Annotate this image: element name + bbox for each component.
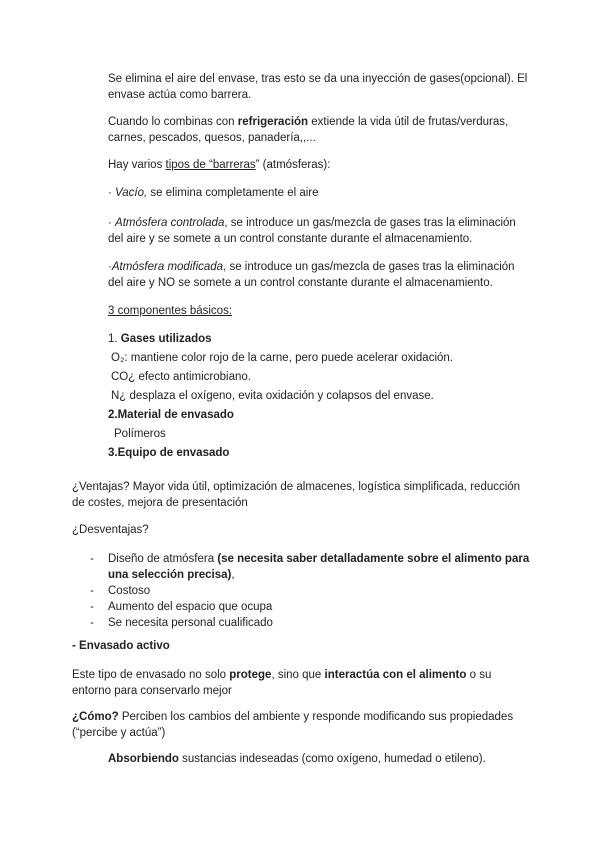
heading-gases [108, 331, 528, 347]
paragraph-ventajas: ¿Ventajas? Mayor vida útil, optimización de almacenes, logística simplificada, reducción de costes, mejora de presentación [72, 481, 521, 509]
text: Se necesita personal cualificado [108, 617, 273, 629]
text: Este tipo de envasado no solo [72, 669, 230, 681]
italic-term: Atmósfera modificada [111, 261, 224, 273]
text: o su entorno para conservarlo mejor [72, 669, 492, 697]
bold-term: Absorbiendo [108, 753, 179, 765]
number: 1. [108, 333, 121, 345]
text: Diseño de atmósfera [108, 553, 218, 565]
italic-term: Vacío, [115, 187, 148, 199]
item-atmosfera-modificada [108, 259, 528, 291]
bold-term: refrigeración [237, 116, 309, 128]
item-atmosfera-controlada [108, 215, 528, 247]
paragraph-refrigeracion [108, 114, 528, 146]
list-item [72, 615, 532, 631]
bold-term: protege [229, 669, 272, 681]
text: extiende la vida útil de frutas/verduras, carnes, pescados, quesos, panadería,,... [108, 116, 509, 144]
gas-item-co2: CO¿ efecto antimicrobiano. [111, 371, 251, 383]
paragraph-como [72, 709, 532, 741]
text: , se introduce un gas/mezcla de gases tras la eliminación del aire y se somete a un control constante durante el almacenamiento. [108, 217, 516, 245]
dash: - [90, 617, 94, 629]
text: Perciben los cambios del ambiente y responde modificando sus propiedades (“percibe y actúa”) [72, 711, 514, 739]
list-item [72, 583, 532, 599]
gas-item-o2: O₂: mantiene color rojo de la carne, pero puede acelerar oxidación. [111, 352, 453, 364]
heading-equipo: 3.Equipo de envasado [108, 447, 230, 459]
heading-envasado-activo: - Envasado activo [72, 640, 170, 652]
paragraph-intro: Se elimina el aire del envase, tras esto se da una inyección de gases(opcional). El envase actúa como barrera. [108, 73, 528, 101]
text: , se introduce un gas/mezcla de gases tras la eliminación del aire y NO se somete a un control constante durante el almacenamiento. [108, 261, 515, 289]
bold-text: (se necesita saber detalladamente sobre el alimento para una selección precisa) [108, 553, 530, 581]
text: Hay varios [108, 159, 166, 171]
paragraph-envasado-activo [72, 667, 532, 699]
desventajas-list [72, 551, 532, 631]
italic-term: Atmósfera controlada [115, 217, 225, 229]
text: se elimina completamente el aire [147, 187, 319, 199]
paragraph-tipos [108, 157, 528, 173]
item-vacio [108, 185, 528, 201]
list-item [72, 599, 532, 615]
paragraph-absorbiendo [108, 751, 528, 767]
text: sustancias indeseadas (como oxígeno, humedad o etileno). [178, 753, 486, 765]
dash: - [90, 601, 94, 613]
dash: - [90, 553, 94, 565]
text: Cuando lo combinas con [108, 116, 238, 128]
dash: - [90, 585, 94, 597]
text: Aumento del espacio que ocupa [108, 601, 273, 613]
bold-heading: Gases utilizados [120, 333, 212, 345]
bold-term: interactúa con el alimento [324, 669, 467, 681]
heading-material: 2.Material de envasado [108, 409, 234, 421]
bold-term: ¿Cómo? [72, 711, 119, 723]
underlined-term: tipos de “barreras [165, 159, 256, 171]
bullet: · [108, 261, 112, 273]
text: , [231, 569, 235, 581]
heading-desventajas: ¿Desventajas? [72, 524, 149, 536]
bullet: · [108, 217, 116, 229]
heading-componentes: 3 componentes básicos: [108, 305, 233, 317]
material-item: Polímeros [114, 428, 166, 440]
bullet: · [108, 187, 116, 199]
gas-item-n2: N¿ desplaza el oxígeno, evita oxidación y colapsos del envase. [111, 390, 434, 402]
text: , sino que [271, 669, 325, 681]
text: ” (atmósferas): [255, 159, 331, 171]
text: Costoso [108, 585, 151, 597]
list-item [72, 551, 532, 583]
